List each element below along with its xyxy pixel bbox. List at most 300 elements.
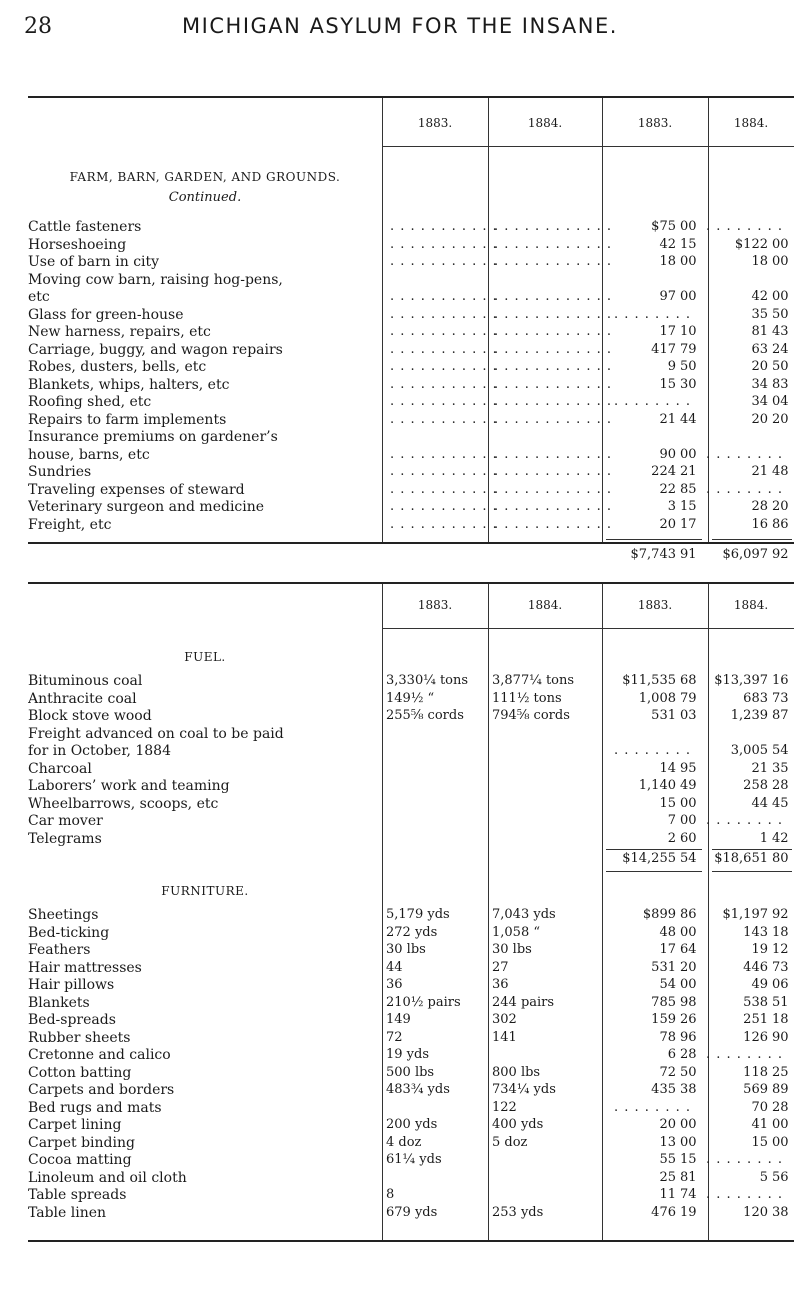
- row-label: [28, 994, 398, 1012]
- table-row: [28, 959, 794, 977]
- amount-1883-cents: 15: [680, 1152, 697, 1167]
- amount-1883-dollars: 72: [659, 1064, 676, 1080]
- blank-1884: . . . . . . . . . . . .: [494, 289, 613, 304]
- amount-1884-dollars: $13,397: [714, 673, 768, 688]
- table-row: [28, 358, 794, 376]
- amount-1884-cents: 20: [772, 499, 789, 514]
- qty-1883: 36: [386, 977, 403, 992]
- total-1883-dollars: $7,743: [630, 547, 676, 562]
- table-row: [28, 1151, 794, 1169]
- row-label: [28, 1081, 398, 1099]
- row-label: [28, 941, 398, 959]
- table-row: [28, 516, 794, 534]
- amount-1883-dollars: 435: [651, 1082, 676, 1097]
- amount-1884-cents: 92: [772, 907, 789, 922]
- amount-1884-cents: 50: [772, 359, 789, 374]
- qty-1883: 149: [386, 1012, 411, 1027]
- row-label-text: Cretonne and calico: [28, 1047, 171, 1063]
- amount-1883-cents: 79: [680, 341, 697, 357]
- row-label: [28, 1151, 398, 1169]
- row-label: [28, 446, 398, 464]
- amount-1883-dollars: 7: [667, 813, 676, 828]
- qty-1884: 302: [492, 1012, 517, 1027]
- amount-1883-dollars: 476: [651, 1204, 676, 1220]
- amount-1884-dollars: 5: [759, 1169, 768, 1185]
- row-label: [28, 707, 398, 725]
- row-label-text: Hair pillows: [28, 977, 115, 993]
- row-label-text: Bed-ticking: [28, 924, 110, 941]
- row-label: [28, 1204, 398, 1222]
- table-row: [28, 428, 794, 463]
- amount-1883-cents: 98: [680, 994, 697, 1010]
- row-label-text: Robes, dusters, bells, etc: [28, 359, 207, 375]
- blank-1883: . . . . . . . . . . .: [390, 289, 498, 304]
- amount-1884-cents: 20: [772, 411, 789, 427]
- amount-1883-blank: . . . . . . . .: [614, 394, 691, 409]
- qty-1883: 255⅝ cords: [386, 708, 464, 723]
- amount-1884-dollars: 34: [751, 394, 768, 409]
- qty-1884: 3,877¼ tons: [492, 673, 575, 688]
- amount-1884-dollars: 28: [751, 499, 768, 514]
- year-header: 1884.: [527, 598, 563, 612]
- amount-1884-dollars: 21: [751, 760, 768, 776]
- amount-1884-cents: 00: [772, 289, 789, 304]
- qty-1883: 4 doz: [386, 1134, 422, 1150]
- amount-1883-dollars: 17: [659, 942, 676, 957]
- table-row: [28, 1081, 794, 1099]
- row-label: [28, 1116, 398, 1134]
- amount-1883-dollars: 42: [659, 236, 676, 252]
- amount-1883-dollars: 13: [659, 1134, 676, 1150]
- row-label: [28, 481, 398, 499]
- amount-1883-cents: 03: [680, 708, 697, 723]
- amount-1883-dollars: $75: [651, 219, 676, 234]
- amount-1884-cents: 90: [772, 1029, 789, 1045]
- amount-1883-dollars: 785: [651, 994, 676, 1010]
- blank-1884: . . . . . . . . . . . .: [494, 359, 613, 374]
- amount-1884-cents: 54: [772, 743, 789, 758]
- amount-1884-cents: 48: [772, 464, 789, 479]
- row-label-text: Cocoa matting: [28, 1152, 132, 1168]
- amount-1884-blank: . . . . . . . .: [706, 813, 783, 828]
- row-label-text: Charcoal: [28, 760, 92, 777]
- table-row: [28, 941, 794, 959]
- amount-1883-cents: 00: [680, 446, 697, 462]
- row-label-text: house, barns, etc: [28, 446, 150, 463]
- row-label-text: Carriage, buggy, and wagon repairs: [28, 341, 283, 358]
- year-header: 1883.: [417, 116, 453, 130]
- amount-1883-cents: 19: [680, 1204, 697, 1220]
- row-label-text: Bed-spreads: [28, 1012, 116, 1028]
- blank-1883: . . . . . . . . . . .: [390, 306, 498, 322]
- row-label-text: Car mover: [28, 813, 103, 829]
- amount-1884-cents: 00: [772, 236, 789, 252]
- amount-1884-cents: 18: [772, 924, 789, 940]
- amount-1884-blank: . . . . . . . .: [706, 446, 783, 462]
- fuel-furniture-table: [28, 582, 794, 1242]
- row-label: [28, 924, 398, 942]
- row-label-text: Anthracite coal: [28, 690, 137, 707]
- furniture-section-title: FURNITURE.: [161, 884, 249, 898]
- amount-1883-dollars: 90: [659, 446, 676, 462]
- amount-1884-cents: 56: [772, 1169, 789, 1185]
- amount-1884-cents: 42: [772, 830, 789, 846]
- amount-1883-cents: 15: [680, 236, 697, 252]
- amount-1883-dollars: 417: [651, 341, 676, 357]
- year-header: 1883.: [637, 598, 673, 612]
- row-label-text: Table spreads: [28, 1187, 127, 1203]
- amount-1884-cents: 18: [772, 1012, 789, 1027]
- amount-1883-dollars: 18: [659, 254, 676, 269]
- amount-1884-cents: 43: [772, 324, 789, 339]
- table-row: [28, 1204, 794, 1222]
- row-label-text: Carpet lining: [28, 1117, 122, 1133]
- row-label-text: Telegrams: [28, 830, 102, 847]
- qty-1884: 27: [492, 959, 509, 975]
- amount-1884-dollars: 70: [751, 1099, 768, 1115]
- qty-1883: 483¾ yds: [386, 1082, 450, 1097]
- amount-1884-dollars: 16: [751, 516, 768, 532]
- row-label-text: Cattle fasteners: [28, 219, 142, 235]
- blank-1883: . . . . . . . . . . .: [390, 516, 498, 532]
- table-row: [28, 795, 794, 813]
- row-label: [28, 1011, 398, 1029]
- row-label-text: Feathers: [28, 942, 91, 958]
- amount-1883-cents: 00: [680, 254, 697, 269]
- blank-1883: . . . . . . . . . . .: [390, 341, 498, 357]
- amount-1884-cents: 50: [772, 306, 789, 322]
- amount-1883-dollars: 3: [667, 499, 676, 514]
- amount-1884-dollars: 41: [751, 1117, 768, 1132]
- row-label: [28, 306, 398, 324]
- row-label-text: Repairs to farm implements: [28, 411, 227, 428]
- table-row: [28, 690, 794, 708]
- table-row: [28, 376, 794, 394]
- qty-1884: 30 lbs: [492, 942, 532, 957]
- amount-1883-blank: . . . . . . . .: [614, 743, 691, 758]
- row-label: [28, 777, 398, 795]
- amount-1883-cents: 68: [680, 673, 697, 688]
- blank-1883: . . . . . . . . . . .: [390, 376, 498, 392]
- amount-1884-cents: 38: [772, 1204, 789, 1220]
- amount-1884-dollars: 20: [751, 359, 768, 374]
- row-label: [28, 498, 398, 516]
- blank-1883: . . . . . . . . . . .: [390, 324, 498, 339]
- row-label-text: Linoleum and oil cloth: [28, 1169, 187, 1186]
- amount-1883-cents: 15: [680, 499, 697, 514]
- amount-1883-cents: 26: [680, 1012, 697, 1027]
- amount-1883-cents: 30: [680, 376, 697, 392]
- table-row: [28, 924, 794, 942]
- qty-1883: 5,179 yds: [386, 907, 450, 922]
- qty-1884: 1,058 “: [492, 924, 540, 940]
- row-label-text: Veterinary surgeon and medicine: [28, 499, 265, 515]
- blank-1883: . . . . . . . . . . .: [390, 254, 498, 269]
- qty-1884: 400 yds: [492, 1117, 544, 1132]
- row-label: [28, 830, 398, 848]
- row-label: [28, 463, 398, 481]
- amount-1884-dollars: 44: [751, 795, 768, 811]
- amount-1884-cents: 00: [772, 1134, 789, 1150]
- amount-1883-cents: 64: [680, 942, 697, 957]
- amount-1884-dollars: 35: [751, 306, 768, 322]
- amount-1883-cents: 00: [680, 1117, 697, 1132]
- amount-1883-cents: 00: [680, 924, 697, 940]
- amount-1884-dollars: 251: [743, 1012, 768, 1027]
- amount-1884-cents: 35: [772, 760, 789, 776]
- blank-1884: . . . . . . . . . . . .: [494, 464, 613, 479]
- amount-1883-cents: 85: [680, 481, 697, 497]
- blank-1884: . . . . . . . . . . . .: [494, 254, 613, 269]
- amount-1884-dollars: 538: [743, 994, 768, 1010]
- amount-1883-cents: 50: [680, 1064, 697, 1080]
- table-row: [28, 1046, 794, 1064]
- section-title: FARM, BARN, GARDEN, AND GROUNDS.: [69, 170, 341, 184]
- amount-1883-dollars: $11,535: [622, 673, 676, 688]
- fuel-total-1883-dollars: $14,255: [622, 851, 676, 866]
- total-rule: [606, 871, 702, 872]
- amount-1884-dollars: 569: [743, 1082, 768, 1097]
- amount-1884-blank: . . . . . . . .: [706, 1047, 783, 1062]
- year-header: 1884.: [527, 116, 563, 130]
- qty-1883: 272 yds: [386, 924, 438, 940]
- amount-1883-dollars: $899: [642, 907, 676, 922]
- qty-1884: 794⅝ cords: [492, 708, 570, 723]
- table-row: [28, 393, 794, 411]
- amount-1884-blank: . . . . . . . .: [706, 219, 783, 234]
- amount-1884-cents: 28: [772, 778, 789, 793]
- table-row: [28, 411, 794, 429]
- table-row: [28, 812, 794, 830]
- amount-1884-dollars: 118: [743, 1064, 768, 1080]
- amount-1884-cents: 12: [772, 942, 789, 957]
- year-header: 1884.: [733, 598, 769, 612]
- row-label-text: Roofing shed, etc: [28, 394, 152, 410]
- table-row: [28, 1186, 794, 1204]
- amount-1883-dollars: 9: [667, 359, 676, 374]
- amount-1883-dollars: 54: [659, 977, 676, 992]
- table-row: [28, 463, 794, 481]
- amount-1884-cents: 24: [772, 341, 789, 357]
- row-label-text: Rubber sheets: [28, 1029, 131, 1046]
- table-row: [28, 1134, 794, 1152]
- table-row: [28, 498, 794, 516]
- amount-1884-dollars: 18: [751, 254, 768, 269]
- qty-1884: 111½ tons: [492, 690, 562, 706]
- amount-1884-dollars: $1,197: [722, 907, 768, 922]
- amount-1883-cents: 10: [680, 324, 697, 339]
- amount-1883-dollars: 25: [659, 1169, 676, 1185]
- table-row: [28, 976, 794, 994]
- qty-1884: 36: [492, 977, 509, 992]
- row-label-text: Freight, etc: [28, 516, 112, 533]
- table-row: [28, 236, 794, 254]
- row-label: [28, 411, 398, 429]
- qty-1883: 210½ pairs: [386, 994, 461, 1010]
- row-label-text: Blankets, whips, halters, etc: [28, 376, 230, 393]
- amount-1884-blank: . . . . . . . .: [706, 1152, 783, 1167]
- amount-1883-dollars: 55: [659, 1152, 676, 1167]
- amount-1883-cents: 79: [680, 690, 697, 706]
- row-label: [28, 725, 398, 743]
- row-label-text: New harness, repairs, etc: [28, 324, 211, 340]
- amount-1884-cents: 28: [772, 1099, 789, 1115]
- blank-1883: . . . . . . . . . . .: [390, 499, 498, 514]
- table-row: [28, 994, 794, 1012]
- amount-1883-cents: 49: [680, 778, 697, 793]
- qty-1883: 72: [386, 1029, 403, 1045]
- amount-1883-dollars: 22: [659, 481, 676, 497]
- blank-1884: . . . . . . . . . . . .: [494, 376, 613, 392]
- row-label-text: Sheetings: [28, 907, 99, 923]
- amount-1883-blank: . . . . . . . .: [614, 306, 691, 322]
- amount-1883-cents: 96: [680, 1029, 697, 1045]
- amount-1884-dollars: 143: [743, 924, 768, 940]
- amount-1884-cents: 00: [772, 1117, 789, 1132]
- row-label: [28, 271, 398, 289]
- year-header: 1883.: [637, 116, 673, 130]
- amount-1884-dollars: 3,005: [730, 743, 768, 758]
- qty-1884: 122: [492, 1099, 517, 1115]
- amount-1883-dollars: 15: [659, 376, 676, 392]
- table-row: [28, 306, 794, 324]
- row-label-text: Insurance premiums on gardener’s: [28, 429, 278, 445]
- table-row: [28, 341, 794, 359]
- row-label-text: Moving cow barn, raising hog-pens,: [28, 271, 283, 288]
- amount-1883-cents: 74: [680, 1187, 697, 1202]
- blank-1884: . . . . . . . . . . . .: [494, 324, 613, 339]
- amount-1884-cents: 45: [772, 795, 789, 811]
- amount-1884-dollars: 19: [751, 942, 768, 957]
- amount-1883-dollars: 531: [651, 959, 676, 975]
- amount-1884-dollars: 42: [751, 289, 768, 304]
- row-label: [28, 393, 398, 411]
- amount-1884-cents: 83: [772, 376, 789, 392]
- blank-1884: . . . . . . . . . . . .: [494, 481, 613, 497]
- blank-1883: . . . . . . . . . . .: [390, 236, 498, 252]
- fuel-total-1884-dollars: $18,651: [714, 851, 768, 866]
- qty-1884: 5 doz: [492, 1134, 528, 1150]
- blank-1884: . . . . . . . . . . . .: [494, 219, 613, 234]
- blank-1883: . . . . . . . . . . .: [390, 464, 498, 479]
- total-1884-dollars: $6,097: [722, 547, 768, 562]
- amount-1884-cents: 04: [772, 394, 789, 409]
- amount-1883-dollars: 14: [659, 760, 676, 776]
- blank-1883: . . . . . . . . . . .: [390, 446, 498, 462]
- amount-1883-cents: 00: [680, 813, 697, 828]
- row-label: [28, 236, 398, 254]
- row-label-text: Horseshoeing: [28, 236, 127, 253]
- amount-1884-dollars: 1: [759, 830, 768, 846]
- amount-1883-dollars: 11: [659, 1187, 676, 1202]
- page-title: MICHIGAN ASYLUM FOR THE INSANE.: [182, 14, 618, 38]
- amount-1883-dollars: 1,140: [638, 778, 676, 793]
- amount-1883-cents: 28: [680, 1047, 697, 1062]
- table-row: [28, 906, 794, 924]
- row-label: [28, 795, 398, 813]
- amount-1883-dollars: 159: [651, 1012, 676, 1027]
- table-row: [28, 481, 794, 499]
- blank-1883: . . . . . . . . . . .: [390, 394, 498, 409]
- qty-1884: 800 lbs: [492, 1064, 541, 1080]
- amount-1884-dollars: 20: [751, 411, 768, 427]
- table-row: [28, 1029, 794, 1047]
- blank-1884: . . . . . . . . . . . .: [494, 341, 613, 357]
- amount-1884-cents: 73: [772, 690, 789, 706]
- row-label: [28, 376, 398, 394]
- amount-1884-dollars: 683: [743, 690, 768, 706]
- amount-1883-dollars: 224: [651, 464, 676, 479]
- amount-1883-dollars: 21: [659, 411, 676, 427]
- amount-1883-cents: 44: [680, 411, 697, 427]
- amount-1883-dollars: 20: [659, 1117, 676, 1132]
- amount-1883-cents: 20: [680, 959, 697, 975]
- amount-1884-dollars: 1,239: [730, 708, 768, 723]
- qty-1883: 44: [386, 959, 403, 975]
- amount-1883-cents: 50: [680, 359, 697, 374]
- blank-1884: . . . . . . . . . . . .: [494, 516, 613, 532]
- qty-1883: 200 yds: [386, 1117, 438, 1132]
- row-label: [28, 323, 398, 341]
- amount-1884-dollars: 120: [743, 1204, 768, 1220]
- amount-1884-cents: 87: [772, 708, 789, 723]
- qty-1884: 7,043 yds: [492, 907, 556, 922]
- table-row: [28, 777, 794, 795]
- amount-1883-dollars: 20: [659, 516, 676, 532]
- amount-1884-blank: . . . . . . . .: [706, 481, 783, 497]
- amount-1883-cents: 81: [680, 1169, 697, 1185]
- row-label: [28, 672, 398, 690]
- amount-1884-dollars: 15: [751, 1134, 768, 1150]
- row-label: [28, 976, 398, 994]
- table-row: [28, 760, 794, 778]
- row-label-text: Bituminous coal: [28, 673, 143, 689]
- year-header: 1884.: [733, 116, 769, 130]
- qty-1883: 61¼ yds: [386, 1152, 442, 1167]
- row-label-text: Carpets and borders: [28, 1082, 175, 1098]
- blank-1883: . . . . . . . . . . .: [390, 219, 498, 234]
- amount-1883-cents: 17: [680, 516, 697, 532]
- row-label-text: Freight advanced on coal to be paid: [28, 725, 284, 742]
- row-label-text: for in October, 1884: [28, 743, 172, 759]
- fuel-section-title: FUEL.: [184, 650, 226, 664]
- row-label-text: Traveling expenses of steward: [28, 481, 245, 498]
- qty-1884: 244 pairs: [492, 994, 555, 1010]
- blank-1883: . . . . . . . . . . .: [390, 359, 498, 374]
- amount-1884-cents: 00: [772, 254, 789, 269]
- amount-1883-dollars: 17: [659, 324, 676, 339]
- qty-1883: 679 yds: [386, 1204, 438, 1220]
- qty-1883: 19 yds: [386, 1047, 430, 1062]
- total-rule: [606, 539, 702, 540]
- total-rule: [712, 539, 792, 540]
- row-label-text: Use of barn in city: [28, 254, 160, 270]
- blank-1883: . . . . . . . . . . .: [390, 481, 498, 497]
- table-row: [28, 830, 794, 848]
- amount-1884-cents: 51: [772, 994, 789, 1010]
- amount-1883-cents: 00: [680, 289, 697, 304]
- blank-1884: . . . . . . . . . . . .: [494, 411, 613, 427]
- row-label: [28, 812, 398, 830]
- amount-1884-cents: 16: [772, 673, 789, 688]
- row-label: [28, 1134, 398, 1152]
- amount-1884-dollars: 446: [743, 959, 768, 975]
- section-subtitle: Continued.: [168, 190, 242, 205]
- qty-1883: 500 lbs: [386, 1064, 435, 1080]
- amount-1883-cents: 95: [680, 760, 697, 776]
- row-label-text: Sundries: [28, 464, 92, 480]
- blank-1884: . . . . . . . . . . . .: [494, 306, 613, 322]
